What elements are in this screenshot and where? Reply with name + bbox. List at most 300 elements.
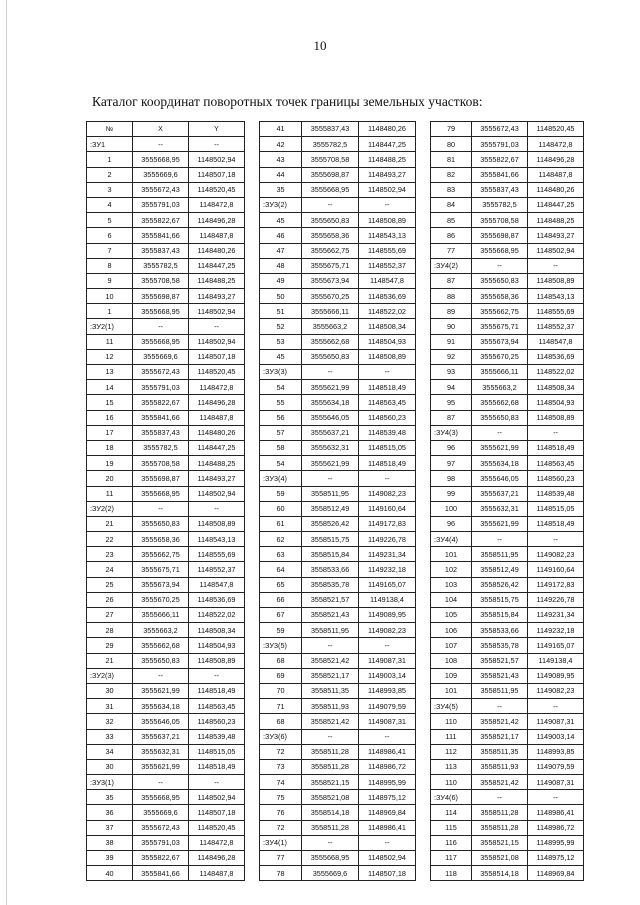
point-number-cell: 68 (260, 653, 302, 668)
y-coordinate-cell: 1149087,31 (359, 653, 416, 668)
point-number-cell: 117 (431, 851, 472, 866)
y-coordinate-cell: 1148555,69 (189, 547, 245, 562)
y-coordinate-cell: 1149087,31 (528, 714, 584, 729)
point-number-cell: 62 (260, 532, 302, 547)
y-coordinate-cell: 1149079,59 (528, 759, 584, 774)
table-row (431, 456, 584, 471)
point-number-cell: 29 (87, 638, 133, 653)
point-number-cell: :ЗУ3(5) (260, 638, 302, 653)
table-row (260, 122, 416, 137)
point-number-cell: 9 (87, 273, 133, 288)
table-row (87, 532, 245, 547)
x-coordinate-cell: 3558533,66 (472, 623, 528, 638)
point-number-cell: 32 (87, 714, 133, 729)
table-row (260, 577, 416, 592)
x-coordinate-cell: 3558521,43 (302, 608, 359, 623)
point-number-cell: 28 (87, 623, 133, 638)
y-coordinate-cell: 1148488,25 (189, 273, 245, 288)
point-number-cell: 101 (431, 547, 472, 562)
x-coordinate-cell: 3558521,43 (472, 668, 528, 683)
x-coordinate-cell: 3555637,21 (472, 486, 528, 501)
table-row (87, 653, 245, 668)
x-coordinate-cell: 3555634,18 (302, 395, 359, 410)
table-row (260, 820, 416, 835)
y-coordinate-cell: 1149226,78 (359, 532, 416, 547)
y-coordinate-cell: 1148995,99 (528, 835, 584, 850)
point-number-cell: 40 (87, 866, 133, 881)
y-coordinate-cell: 1148518,49 (528, 516, 584, 531)
x-coordinate-cell: 3555708,58 (302, 152, 359, 167)
x-coordinate-cell: 3558521,17 (472, 729, 528, 744)
x-coordinate-cell: 3558515,84 (472, 608, 528, 623)
x-coordinate-cell: 3558521,42 (302, 653, 359, 668)
x-coordinate-cell: 3555837,43 (133, 425, 189, 440)
x-coordinate-cell: 3555621,99 (472, 516, 528, 531)
table-row (87, 790, 245, 805)
y-coordinate-cell: -- (359, 835, 416, 850)
y-coordinate-cell: 1149089,95 (528, 668, 584, 683)
point-number-cell: 118 (431, 866, 472, 881)
y-coordinate-cell: 1148504,93 (359, 334, 416, 349)
table-row (260, 167, 416, 182)
point-number-cell: 65 (260, 577, 302, 592)
table-row (87, 182, 245, 197)
x-coordinate-cell: 3558511,93 (302, 699, 359, 714)
y-coordinate-cell: 1148547,8 (528, 334, 584, 349)
header-cell: Y (189, 122, 245, 137)
y-coordinate-cell: 1148493,27 (528, 228, 584, 243)
y-coordinate-cell: 1148986,72 (359, 759, 416, 774)
x-coordinate-cell: 3555822,67 (472, 152, 528, 167)
table-row (260, 608, 416, 623)
y-coordinate-cell: 1149082,23 (359, 486, 416, 501)
table-row (87, 577, 245, 592)
x-coordinate-cell: 3555675,71 (472, 319, 528, 334)
x-coordinate-cell: 3558514,18 (472, 866, 528, 881)
y-coordinate-cell: 1149079,59 (359, 699, 416, 714)
table-row (87, 820, 245, 835)
y-coordinate-cell: 1148547,8 (359, 273, 416, 288)
x-coordinate-cell: 3555673,94 (472, 334, 528, 349)
x-coordinate-cell: 3555646,05 (133, 714, 189, 729)
table-row (431, 759, 584, 774)
point-number-cell: 23 (87, 547, 133, 562)
y-coordinate-cell: 1148502,94 (189, 790, 245, 805)
point-number-cell: 47 (260, 243, 302, 258)
table-row (87, 258, 245, 273)
x-coordinate-cell: 3558526,42 (472, 577, 528, 592)
x-coordinate-cell: 3558535,78 (472, 638, 528, 653)
point-number-cell: 81 (431, 152, 472, 167)
table-row (260, 866, 416, 881)
point-number-cell: 7 (87, 243, 133, 258)
y-coordinate-cell: 1149082,23 (528, 547, 584, 562)
y-coordinate-cell: -- (359, 471, 416, 486)
point-number-cell: 97 (431, 456, 472, 471)
table-row (87, 471, 245, 486)
table-row (260, 228, 416, 243)
x-coordinate-cell: 3558511,35 (472, 744, 528, 759)
point-number-cell: 102 (431, 562, 472, 577)
y-coordinate-cell: 1148502,94 (359, 851, 416, 866)
x-coordinate-cell: 3555669,6 (302, 866, 359, 881)
table-row (431, 152, 584, 167)
point-number-cell: 78 (260, 866, 302, 881)
y-coordinate-cell: 1148480,26 (528, 182, 584, 197)
x-coordinate-cell: 3555646,05 (302, 410, 359, 425)
point-number-cell: :ЗУ4(6) (431, 790, 472, 805)
point-number-cell: 6 (87, 228, 133, 243)
y-coordinate-cell: 1148508,89 (528, 273, 584, 288)
y-coordinate-cell: 1148563,45 (528, 456, 584, 471)
x-coordinate-cell: 3555672,43 (133, 820, 189, 835)
point-number-cell: 1 (87, 152, 133, 167)
table-row (260, 775, 416, 790)
y-coordinate-cell: 1148508,89 (528, 410, 584, 425)
table-row (260, 835, 416, 850)
y-coordinate-cell: 1148560,23 (528, 471, 584, 486)
y-coordinate-cell: 1148993,85 (528, 744, 584, 759)
x-coordinate-cell: 3555837,43 (302, 122, 359, 137)
point-number-cell: 108 (431, 653, 472, 668)
y-coordinate-cell: 1149160,64 (528, 562, 584, 577)
y-coordinate-cell: 1148507,18 (189, 167, 245, 182)
point-number-cell: :ЗУ2(1) (87, 319, 133, 334)
point-number-cell: 98 (431, 471, 472, 486)
y-coordinate-cell: 1148543,13 (189, 532, 245, 547)
point-number-cell: 77 (431, 243, 472, 258)
y-coordinate-cell: 1148507,18 (189, 349, 245, 364)
y-coordinate-cell: 1148986,41 (528, 805, 584, 820)
x-coordinate-cell: 3555670,25 (133, 592, 189, 607)
x-coordinate-cell: 3555782,5 (133, 440, 189, 455)
page-number: 10 (313, 38, 327, 53)
x-coordinate-cell: 3555782,5 (133, 258, 189, 273)
table-row (87, 592, 245, 607)
y-coordinate-cell: 1149226,78 (528, 592, 584, 607)
y-coordinate-cell: 1148508,89 (189, 516, 245, 531)
coordinates-table-1 (86, 121, 245, 881)
table-row (87, 410, 245, 425)
y-coordinate-cell: 1148487,8 (189, 228, 245, 243)
x-coordinate-cell: 3555662,75 (302, 243, 359, 258)
x-coordinate-cell: 3555662,68 (472, 395, 528, 410)
point-number-cell: 3 (87, 182, 133, 197)
table-row (431, 486, 584, 501)
y-coordinate-cell: 1148472,8 (528, 137, 584, 152)
table-row (87, 334, 245, 349)
y-coordinate-cell: 1148563,45 (359, 395, 416, 410)
y-coordinate-cell: 1148969,84 (359, 805, 416, 820)
y-coordinate-cell: 1148480,26 (189, 243, 245, 258)
table-row (87, 835, 245, 850)
point-number-cell: 58 (260, 440, 302, 455)
x-coordinate-cell: 3555673,94 (302, 273, 359, 288)
x-coordinate-cell: 3555708,58 (133, 273, 189, 288)
table-row (87, 516, 245, 531)
point-number-cell: 1 (87, 304, 133, 319)
table-row (87, 137, 245, 152)
table-row (260, 440, 416, 455)
y-coordinate-cell: 1148504,93 (189, 638, 245, 653)
point-number-cell: 12 (87, 349, 133, 364)
x-coordinate-cell: 3558535,78 (302, 577, 359, 592)
x-coordinate-cell: 3558511,28 (472, 805, 528, 820)
table-row (431, 349, 584, 364)
x-coordinate-cell: 3555672,43 (472, 122, 528, 137)
x-coordinate-cell: 3555663,2 (302, 319, 359, 334)
x-coordinate-cell: 3555698,87 (133, 289, 189, 304)
y-coordinate-cell: -- (189, 501, 245, 516)
point-number-cell: 104 (431, 592, 472, 607)
x-coordinate-cell: 3555669,6 (133, 805, 189, 820)
table-row (260, 683, 416, 698)
table-row (431, 532, 584, 547)
y-coordinate-cell: 1148487,8 (189, 410, 245, 425)
y-coordinate-cell: 1148993,85 (359, 683, 416, 698)
y-coordinate-cell: 1148547,8 (189, 577, 245, 592)
table-row (260, 516, 416, 531)
y-coordinate-cell: 1148502,94 (359, 182, 416, 197)
y-coordinate-cell: 1148986,72 (528, 820, 584, 835)
point-number-cell: 69 (260, 668, 302, 683)
table-row (431, 319, 584, 334)
point-number-cell: 67 (260, 608, 302, 623)
y-coordinate-cell: 1149231,34 (359, 547, 416, 562)
table-row (431, 243, 584, 258)
y-coordinate-cell: 1148560,23 (189, 714, 245, 729)
y-coordinate-cell: 1148555,69 (359, 243, 416, 258)
x-coordinate-cell: -- (133, 501, 189, 516)
x-coordinate-cell: 3555791,03 (133, 197, 189, 212)
x-coordinate-cell: -- (133, 775, 189, 790)
point-number-cell: 55 (260, 395, 302, 410)
y-coordinate-cell: -- (189, 137, 245, 152)
point-number-cell: 5 (87, 213, 133, 228)
table-row (431, 653, 584, 668)
point-number-cell: 59 (260, 486, 302, 501)
x-coordinate-cell: 3555662,75 (472, 304, 528, 319)
y-coordinate-cell: 1148539,48 (528, 486, 584, 501)
table-row (431, 866, 584, 881)
x-coordinate-cell: -- (302, 835, 359, 850)
point-number-cell: 20 (87, 471, 133, 486)
table-row (87, 608, 245, 623)
point-number-cell: 92 (431, 349, 472, 364)
point-number-cell: :ЗУ2(2) (87, 501, 133, 516)
table-row (260, 592, 416, 607)
table-row (431, 334, 584, 349)
y-coordinate-cell: 1149172,83 (528, 577, 584, 592)
point-number-cell: 95 (431, 395, 472, 410)
x-coordinate-cell: 3555668,95 (302, 851, 359, 866)
y-coordinate-cell: 1148536,69 (359, 289, 416, 304)
x-coordinate-cell: 3555782,5 (302, 137, 359, 152)
y-coordinate-cell: 1149172,83 (359, 516, 416, 531)
point-number-cell: 22 (87, 532, 133, 547)
point-number-cell: 74 (260, 775, 302, 790)
y-coordinate-cell: -- (528, 699, 584, 714)
x-coordinate-cell: 3555663,2 (472, 380, 528, 395)
point-number-cell: :ЗУ3(4) (260, 471, 302, 486)
point-number-cell: 91 (431, 334, 472, 349)
x-coordinate-cell: 3555668,95 (472, 243, 528, 258)
point-number-cell: 25 (87, 577, 133, 592)
x-coordinate-cell: 3555668,95 (133, 486, 189, 501)
x-coordinate-cell: 3558533,66 (302, 562, 359, 577)
table-row (431, 592, 584, 607)
point-number-cell: 31 (87, 699, 133, 714)
table-row (260, 304, 416, 319)
y-coordinate-cell: 1148518,49 (528, 440, 584, 455)
table-row (431, 547, 584, 562)
y-coordinate-cell: 1148487,8 (528, 167, 584, 182)
table-row (431, 289, 584, 304)
y-coordinate-cell: 1148487,8 (189, 866, 245, 881)
table-row (260, 790, 416, 805)
y-coordinate-cell: 1148539,48 (189, 729, 245, 744)
y-coordinate-cell: -- (359, 638, 416, 653)
y-coordinate-cell: 1148493,27 (359, 167, 416, 182)
table-row (260, 547, 416, 562)
y-coordinate-cell: 1148472,8 (189, 835, 245, 850)
table-row (260, 410, 416, 425)
point-number-cell: 105 (431, 608, 472, 623)
table-row (87, 289, 245, 304)
table-row (431, 668, 584, 683)
point-number-cell: 87 (431, 273, 472, 288)
x-coordinate-cell: 3555634,18 (472, 456, 528, 471)
y-coordinate-cell: 1148508,34 (528, 380, 584, 395)
x-coordinate-cell: -- (302, 638, 359, 653)
point-number-cell: 21 (87, 516, 133, 531)
table-row (87, 243, 245, 258)
y-coordinate-cell: 1148507,18 (359, 866, 416, 881)
x-coordinate-cell: 3558511,35 (302, 683, 359, 698)
table-row (260, 851, 416, 866)
y-coordinate-cell: 1149087,31 (528, 775, 584, 790)
coordinates-table-2 (259, 121, 416, 881)
x-coordinate-cell: -- (472, 532, 528, 547)
x-coordinate-cell: -- (133, 668, 189, 683)
table-row (87, 638, 245, 653)
table-row (431, 273, 584, 288)
x-coordinate-cell: 3555822,67 (133, 213, 189, 228)
y-coordinate-cell: 1148518,49 (359, 380, 416, 395)
y-coordinate-cell: -- (528, 790, 584, 805)
table-row (260, 729, 416, 744)
y-coordinate-cell: 1149138,4 (528, 653, 584, 668)
point-number-cell: 13 (87, 365, 133, 380)
table-row (260, 623, 416, 638)
x-coordinate-cell: 3555658,36 (133, 532, 189, 547)
point-number-cell: 16 (87, 410, 133, 425)
point-number-cell: 61 (260, 516, 302, 531)
y-coordinate-cell: 1148560,23 (359, 410, 416, 425)
x-coordinate-cell: 3555669,6 (133, 349, 189, 364)
point-number-cell: :ЗУ1 (87, 137, 133, 152)
point-number-cell: :ЗУ3(6) (260, 729, 302, 744)
x-coordinate-cell: 3555668,95 (133, 152, 189, 167)
y-coordinate-cell: 1148480,26 (359, 122, 416, 137)
point-number-cell: 94 (431, 380, 472, 395)
y-coordinate-cell: 1148995,99 (359, 775, 416, 790)
table-row (260, 152, 416, 167)
point-number-cell: 18 (87, 440, 133, 455)
y-coordinate-cell: 1148508,89 (189, 653, 245, 668)
x-coordinate-cell: -- (472, 699, 528, 714)
y-coordinate-cell: 1148518,49 (189, 759, 245, 774)
point-number-cell: 112 (431, 744, 472, 759)
y-coordinate-cell: 1149087,31 (359, 714, 416, 729)
point-number-cell: 38 (87, 835, 133, 850)
x-coordinate-cell: 3555621,99 (133, 683, 189, 698)
x-coordinate-cell: 3555621,99 (302, 380, 359, 395)
point-number-cell: 68 (260, 714, 302, 729)
y-coordinate-cell: 1148504,93 (528, 395, 584, 410)
point-number-cell: 70 (260, 683, 302, 698)
x-coordinate-cell: 3558521,57 (472, 653, 528, 668)
table-row (260, 699, 416, 714)
table-row (431, 122, 584, 137)
x-coordinate-cell: 3558521,15 (472, 835, 528, 850)
x-coordinate-cell: -- (133, 319, 189, 334)
point-number-cell: 50 (260, 289, 302, 304)
y-coordinate-cell: 1148515,05 (359, 440, 416, 455)
x-coordinate-cell: 3558521,42 (472, 775, 528, 790)
table-row (87, 304, 245, 319)
x-coordinate-cell: 3558511,28 (302, 744, 359, 759)
y-coordinate-cell: 1148522,02 (528, 365, 584, 380)
table-row (260, 456, 416, 471)
table-row (431, 683, 584, 698)
table-row (87, 775, 245, 790)
y-coordinate-cell: 1148520,45 (189, 820, 245, 835)
table-row (260, 471, 416, 486)
x-coordinate-cell: 3558511,28 (472, 820, 528, 835)
y-coordinate-cell: -- (528, 425, 584, 440)
point-number-cell: :ЗУ4(1) (260, 835, 302, 850)
table-row (431, 608, 584, 623)
point-number-cell: 26 (87, 592, 133, 607)
table-row (431, 380, 584, 395)
y-coordinate-cell: 1148496,28 (528, 152, 584, 167)
x-coordinate-cell: -- (133, 137, 189, 152)
x-coordinate-cell: 3558511,95 (472, 547, 528, 562)
table-row (260, 334, 416, 349)
table-row (87, 501, 245, 516)
table-row (87, 759, 245, 774)
x-coordinate-cell: 3555646,05 (472, 471, 528, 486)
x-coordinate-cell: 3558521,42 (302, 714, 359, 729)
point-number-cell: 46 (260, 228, 302, 243)
table-row (431, 501, 584, 516)
table-row (431, 471, 584, 486)
x-coordinate-cell: 3555658,36 (472, 289, 528, 304)
table-row (87, 699, 245, 714)
point-number-cell: 35 (260, 182, 302, 197)
x-coordinate-cell: 3555666,11 (133, 608, 189, 623)
table-row (260, 395, 416, 410)
x-coordinate-cell: 3555675,71 (133, 562, 189, 577)
y-coordinate-cell: 1148447,25 (528, 197, 584, 212)
point-number-cell: 37 (87, 820, 133, 835)
y-coordinate-cell: -- (189, 319, 245, 334)
x-coordinate-cell: -- (302, 729, 359, 744)
x-coordinate-cell: 3555668,95 (133, 334, 189, 349)
x-coordinate-cell: 3555791,03 (133, 835, 189, 850)
point-number-cell: 71 (260, 699, 302, 714)
